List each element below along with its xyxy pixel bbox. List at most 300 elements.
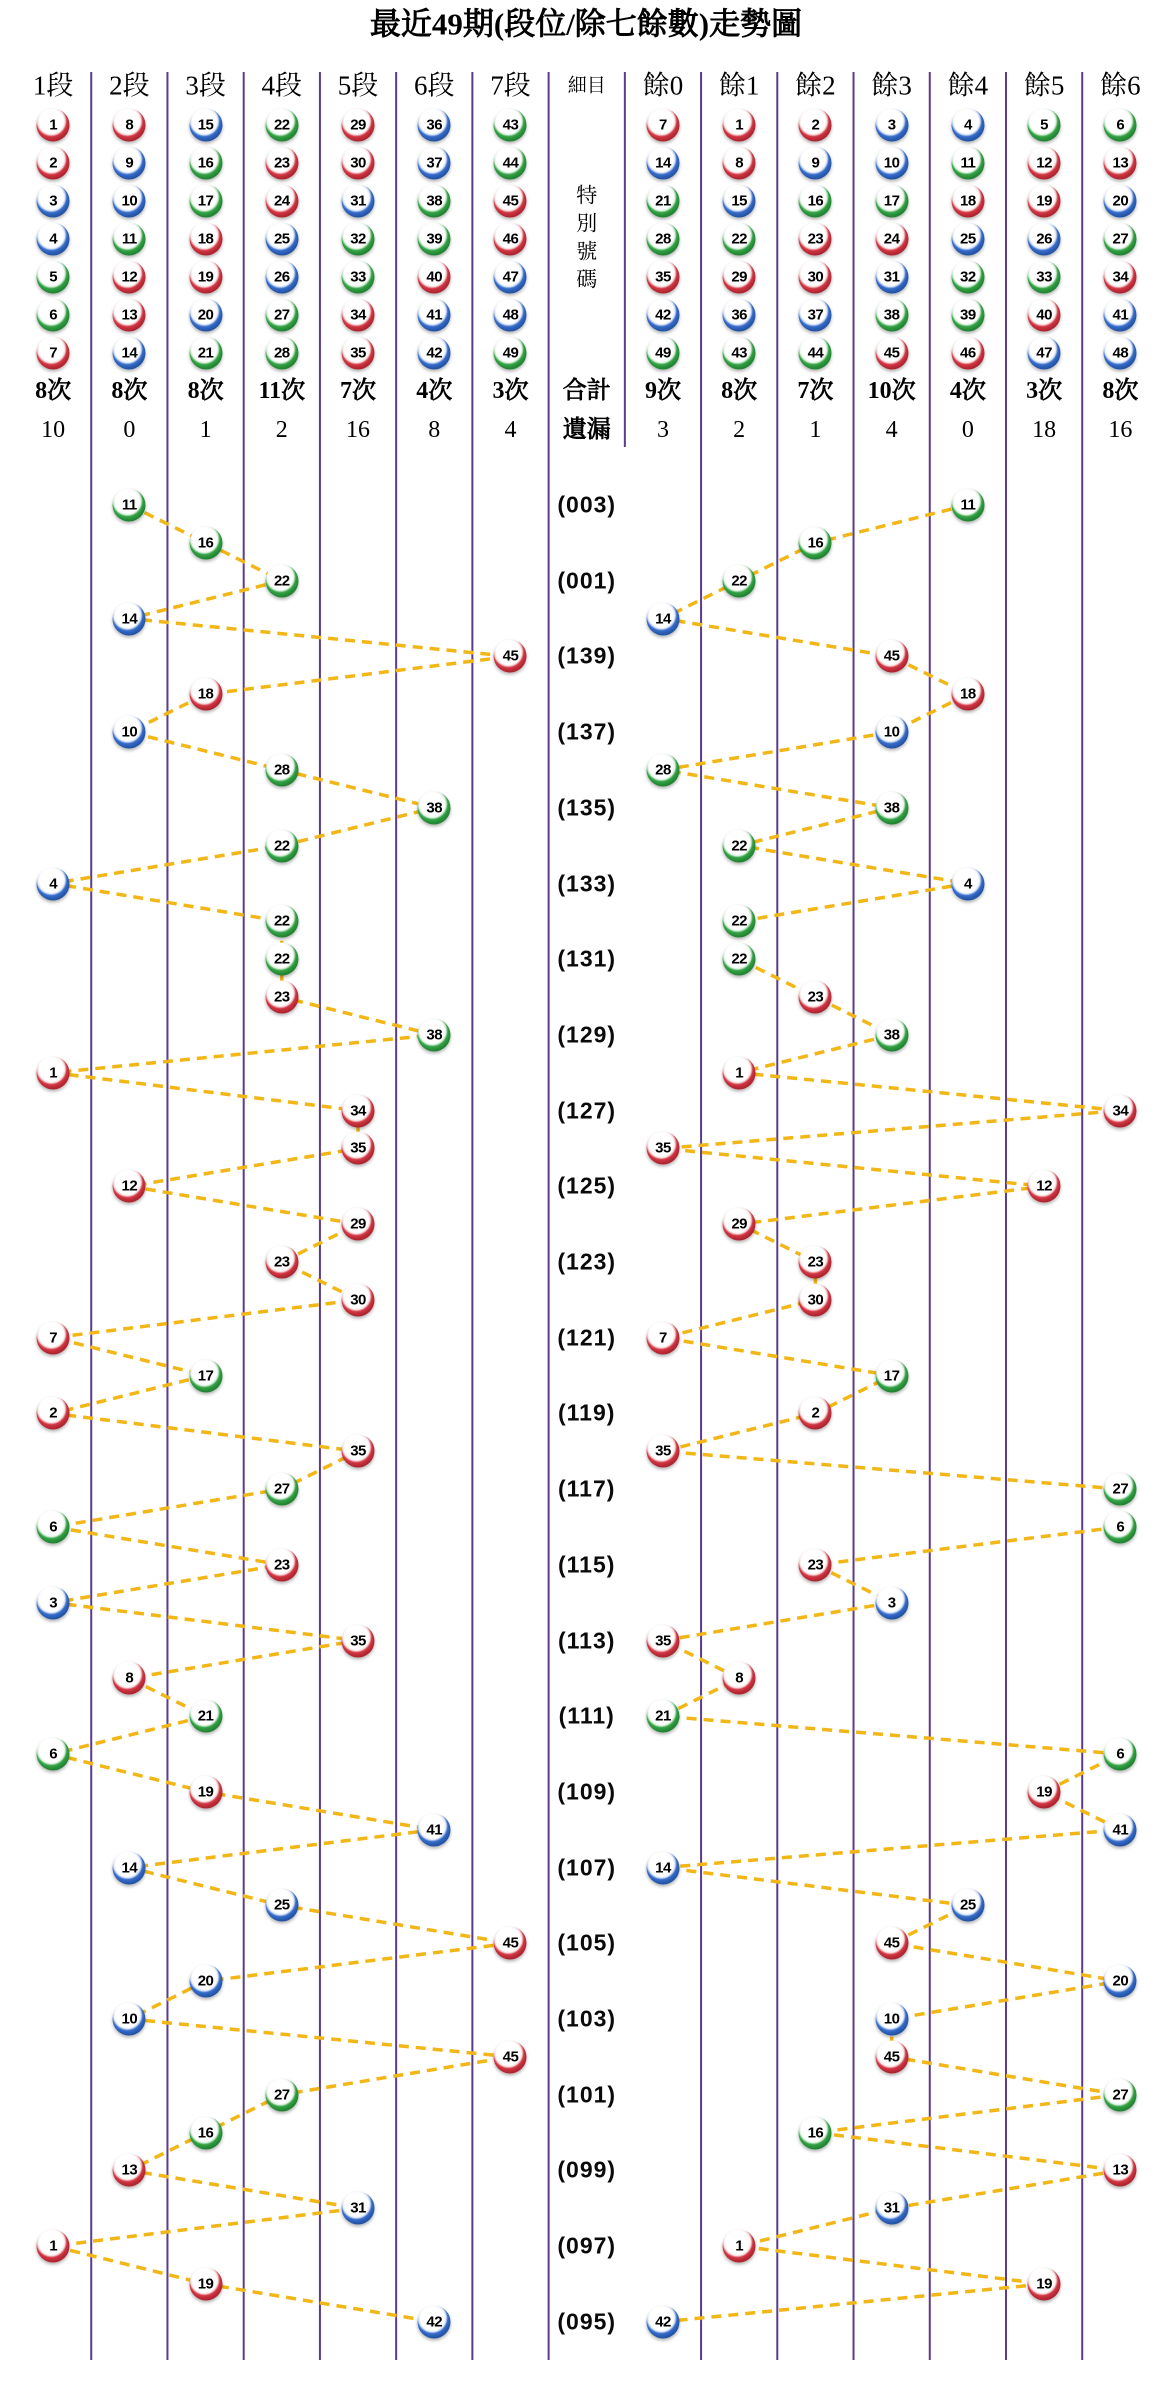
chart-ball-mod [951,678,984,711]
ball-number: 1 [49,1064,58,1082]
grid-ball-seg [37,147,70,180]
ball-number: 26 [273,268,290,286]
ball-number: 10 [883,2010,900,2028]
miss-mod: 1 [809,417,822,443]
grid-ball-mod [799,185,832,218]
total-seg: 7次 [340,378,377,404]
grid-ball-mod [951,147,984,180]
chart-ball-seg [189,2116,222,2149]
total-seg: 8次 [35,378,72,404]
ball-number: 22 [273,572,290,590]
ball-number: 35 [655,1632,671,1649]
grid-ball-mod [875,109,908,142]
ball-number: 4 [49,875,58,892]
chart-ball-mod [723,1662,756,1695]
ball-number: 12 [121,268,138,286]
chart-ball-mod [646,1321,679,1354]
ball-number: 39 [426,230,443,248]
miss-mod: 3 [656,417,669,443]
ball-number: 6 [49,1745,58,1763]
grid-ball-seg [113,299,146,332]
grid-ball-mod [1104,337,1137,370]
ball-number: 45 [883,344,900,362]
grid-ball-mod [1028,299,1061,332]
chart-ball-seg [342,2192,375,2225]
ball-number: 35 [655,1442,671,1460]
chart-ball-mod [1104,1813,1137,1846]
grid-ball-mod [1104,299,1137,332]
period-label: (131) [557,945,617,972]
ball-number: 35 [350,344,366,362]
ball-number: 10 [883,154,900,172]
chart-ball-mod [1028,1170,1061,1203]
ball-number: 22 [731,230,748,248]
grid-ball-seg [189,261,222,294]
miss-seg: 0 [123,417,136,443]
ball-number: 27 [1112,2086,1129,2104]
ball-number: 38 [883,799,900,817]
grid-ball-mod [875,147,908,180]
ball-number: 25 [960,1896,976,1914]
chart-ball-mod [875,716,908,749]
grid-ball-seg [37,299,70,332]
ball-number: 7 [49,344,58,362]
chart-ball-seg [113,489,146,522]
header-mod-0: 餘0 [642,70,684,101]
chart-ball-seg [265,1889,298,1922]
miss-mod: 2 [733,417,746,443]
ball-number: 20 [197,1972,214,1990]
ball-number: 49 [502,344,519,362]
chart-ball-mod [951,1889,984,1922]
chart-ball-seg [113,2003,146,2036]
ball-number: 14 [121,1859,138,1877]
chart-ball-seg [37,1397,70,1430]
grid-ball-mod [646,223,679,256]
grid-ball-mod [1028,109,1061,142]
grid-ball-seg [494,109,527,142]
ball-number: 15 [197,116,214,134]
chart-ball-mod [875,1359,908,1392]
period-label: (107) [557,1854,617,1881]
chart-ball-mod [646,1435,679,1468]
chart-ball-seg [37,1738,70,1771]
ball-number: 31 [883,268,900,286]
ball-number: 37 [426,154,443,172]
grid-ball-seg [113,185,146,218]
chart-ball-mod [646,1132,679,1165]
period-label: (111) [558,1702,615,1729]
ball-number: 23 [273,988,290,1006]
ball-number: 38 [883,1026,900,1044]
ball-number: 29 [350,1215,366,1233]
ball-number: 18 [197,685,214,703]
period-label: (121) [557,1324,617,1351]
chart-ball-mod [723,829,756,862]
ball-number: 44 [502,154,519,172]
ball-number: 43 [731,344,748,362]
ball-number: 42 [655,2313,671,2331]
period-label: (115) [558,1551,616,1578]
chart-ball-seg [265,2078,298,2111]
period-label: (097) [557,2232,617,2259]
chart-ball-mod [951,489,984,522]
grid-ball-seg [265,147,298,180]
chart-ball-mod [1104,1965,1137,1998]
ball-number: 30 [807,1291,824,1309]
ball-number: 6 [1116,116,1125,134]
chart-ball-mod [1104,1473,1137,1506]
ball-number: 45 [502,2048,519,2066]
ball-number: 5 [49,268,58,286]
miss-label: 遺漏 [562,417,611,443]
chart-ball-mod [875,2192,908,2225]
ball-number: 33 [1036,268,1052,286]
chart-ball-mod [875,2003,908,2036]
header-mod-4: 餘4 [947,70,989,101]
ball-number: 26 [1036,230,1052,248]
ball-number: 41 [426,306,443,324]
period-label: (001) [557,567,617,594]
total-mod: 8次 [721,378,758,404]
grid-ball-mod [1028,185,1061,218]
period-label: (101) [557,2081,617,2108]
period-label: (135) [557,794,617,821]
grid-ball-mod [723,299,756,332]
chart-ball-mod [951,867,984,900]
grid-ball-seg [418,299,451,332]
grid-ball-seg [342,223,375,256]
ball-number: 18 [960,192,976,210]
ball-number: 49 [655,344,671,362]
grid-ball-seg [113,337,146,370]
ball-number: 36 [426,116,443,134]
ball-number: 8 [735,154,744,172]
total-seg: 4次 [416,378,453,404]
ball-number: 3 [49,192,58,210]
chart-ball-mod [646,1700,679,1733]
chart-ball-seg [37,1056,70,1089]
ball-number: 14 [121,610,138,628]
period-label: (125) [557,1172,617,1199]
chart-ball-seg [189,2267,222,2300]
ball-number: 23 [273,1556,290,1574]
ball-number: 16 [197,154,214,172]
ball-number: 10 [121,723,138,741]
chart-ball-mod [799,1548,832,1581]
grid-ball-mod [723,223,756,256]
chart-ball-seg [265,1473,298,1506]
ball-number: 47 [1036,344,1052,362]
miss-seg: 16 [346,417,371,443]
chart-ball-seg [494,1927,527,1960]
ball-number: 3 [49,1594,58,1612]
period-label: (117) [558,1475,616,1502]
chart-ball-seg [37,1321,70,1354]
ball-number: 21 [655,192,671,210]
ball-number: 4 [963,875,972,892]
grid-ball-mod [646,299,679,332]
chart-ball-mod [646,602,679,635]
chart-ball-seg [37,867,70,900]
grid-ball-seg [342,337,375,370]
ball-number: 6 [49,1518,58,1536]
ball-number: 25 [960,230,976,248]
chart-ball-mod [723,1208,756,1241]
ball-number: 35 [350,1442,366,1460]
total-mod: 10次 [867,378,916,404]
grid-ball-seg [418,185,451,218]
total-seg: 8次 [111,378,148,404]
total-mod: 4次 [949,378,986,404]
ball-number: 8 [735,1669,744,1687]
ball-number: 16 [197,2124,214,2142]
ball-number: 31 [350,2199,366,2217]
total-label: 合計 [562,378,611,404]
ball-number: 18 [197,230,214,248]
chart-ball-seg [113,1170,146,1203]
ball-number: 19 [1036,2275,1052,2293]
grid-ball-mod [1104,261,1137,294]
period-label: (099) [557,2156,617,2183]
grid-ball-seg [37,337,70,370]
ball-number: 22 [731,572,748,590]
grid-ball-seg [418,261,451,294]
ball-number: 22 [731,950,748,968]
header-seg-7: 7段 [490,70,531,101]
ball-number: 46 [960,344,976,362]
grid-ball-seg [494,261,527,294]
total-seg: 8次 [187,378,224,404]
grid-ball-mod [875,223,908,256]
header-mod-6: 餘6 [1100,70,1141,101]
ball-number: 42 [426,2313,443,2331]
grid-ball-mod [646,109,679,142]
grid-ball-seg [265,299,298,332]
period-label: (105) [557,1929,617,1956]
miss-seg: 1 [199,417,212,443]
chart-ball-mod [1104,2154,1137,2187]
ball-number: 20 [197,306,214,324]
chart-ball-seg [494,640,527,673]
chart-ball-mod [723,564,756,597]
grid-ball-mod [723,185,756,218]
ball-number: 19 [197,1783,214,1801]
chart-ball-seg [418,791,451,824]
ball-number: 1 [735,116,744,134]
ball-number: 38 [426,192,443,210]
grid-ball-seg [494,185,527,218]
ball-number: 6 [1116,1518,1125,1536]
ball-number: 23 [807,988,824,1006]
miss-mod: 18 [1032,417,1057,443]
ball-number: 28 [655,230,671,248]
grid-ball-mod [1104,147,1137,180]
grid-ball-mod [799,223,832,256]
ball-number: 1 [49,116,58,134]
ball-number: 22 [273,116,290,134]
header-seg-3: 3段 [185,70,226,101]
chart-ball-mod [723,905,756,938]
ball-number: 22 [731,837,748,855]
grid-ball-mod [799,109,832,142]
grid-ball-mod [646,185,679,218]
ball-number: 7 [659,1329,667,1347]
ball-number: 9 [811,154,820,172]
ball-number: 3 [887,116,896,134]
ball-number: 14 [121,344,138,362]
chart-ball-seg [189,1700,222,1733]
ball-number: 27 [273,1480,290,1498]
chart-ball-mod [799,1246,832,1279]
miss-mod: 16 [1108,417,1133,443]
ball-number: 10 [121,192,138,210]
grid-ball-mod [799,147,832,180]
grid-ball-seg [189,223,222,256]
ball-number: 14 [655,610,671,628]
chart-ball-mod [646,1624,679,1657]
chart-ball-seg [418,1813,451,1846]
chart-ball-mod [875,1927,908,1960]
grid-ball-seg [37,261,70,294]
total-mod: 3次 [1026,378,1063,404]
period-label: (095) [557,2308,617,2335]
ball-number: 33 [350,268,366,286]
ball-number: 31 [350,192,366,210]
chart-ball-seg [265,943,298,976]
chart-ball-seg [265,1246,298,1279]
ball-number: 19 [197,268,214,286]
detail-vertical-char: 碼 [576,267,598,292]
grid-ball-seg [342,185,375,218]
page-title: 最近49期(段位/除七餘數)走勢圖 [369,6,803,42]
period-label: (103) [557,2005,617,2032]
chart-ball-seg [342,1208,375,1241]
total-seg: 11次 [258,378,306,404]
chart-ball-seg [265,981,298,1014]
grid-ball-seg [189,109,222,142]
ball-number: 36 [731,306,748,324]
ball-number: 22 [273,837,290,855]
grid-ball-mod [646,337,679,370]
ball-number: 35 [350,1139,366,1157]
ball-number: 42 [426,344,443,362]
grid-ball-seg [265,223,298,256]
ball-number: 37 [807,306,824,324]
grid-ball-mod [951,299,984,332]
grid-ball-seg [265,185,298,218]
ball-number: 42 [655,306,671,324]
header-mod-2: 餘2 [795,70,836,101]
grid-ball-seg [113,147,146,180]
ball-number: 25 [273,230,290,248]
ball-number: 41 [426,1821,443,1839]
ball-number: 8 [125,116,134,134]
grid-ball-mod [875,261,908,294]
ball-number: 7 [659,116,667,134]
ball-number: 41 [1112,1821,1129,1839]
ball-number: 24 [273,192,290,210]
ball-number: 46 [502,230,519,248]
total-seg: 3次 [492,378,529,404]
ball-number: 38 [883,306,900,324]
ball-number: 6 [49,306,58,324]
header-seg-1: 1段 [32,70,74,101]
ball-number: 23 [807,1253,824,1271]
chart-ball-mod [1104,1094,1137,1127]
chart-ball-seg [418,1018,451,1051]
ball-number: 29 [731,1215,748,1233]
ball-number: 34 [1112,1102,1129,1120]
ball-number: 39 [960,306,976,324]
ball-number: 41 [1112,306,1129,324]
grid-ball-seg [189,185,222,218]
grid-ball-mod [875,337,908,370]
period-label: (113) [558,1627,616,1653]
ball-number: 5 [1040,116,1049,134]
grid-ball-mod [875,299,908,332]
chart-ball-seg [265,1548,298,1581]
ball-number: 23 [273,154,290,172]
ball-number: 40 [1036,306,1052,324]
grid-ball-seg [189,147,222,180]
ball-number: 20 [1112,1972,1129,1990]
chart-ball-mod [799,1397,832,1430]
ball-number: 14 [655,154,671,172]
grid-ball-mod [951,223,984,256]
grid-ball-mod [799,261,832,294]
chart-ball-seg [37,2230,70,2263]
ball-number: 43 [502,116,519,134]
ball-number: 11 [121,496,137,514]
ball-number: 48 [1112,344,1129,362]
ball-number: 31 [883,2199,900,2217]
chart-ball-seg [113,1851,146,1884]
grid-ball-seg [113,109,146,142]
chart-ball-mod [1104,2078,1137,2111]
ball-number: 12 [1036,1177,1052,1195]
ball-number: 34 [1112,268,1129,286]
ball-number: 12 [121,1177,138,1195]
ball-number: 30 [350,1291,366,1309]
grid-ball-seg [342,261,375,294]
chart-ball-mod [799,981,832,1014]
grid-ball-mod [951,337,984,370]
ball-number: 34 [350,1102,366,1120]
chart-ball-mod [1028,2267,1061,2300]
grid-ball-seg [265,109,298,142]
header-mod-1: 餘1 [718,70,760,101]
ball-number: 28 [273,344,290,362]
ball-number: 28 [273,761,290,779]
chart-ball-seg [189,1965,222,1998]
chart-ball-mod [1028,1775,1061,1808]
ball-number: 25 [273,1896,290,1914]
ball-number: 18 [960,685,976,703]
total-mod: 8次 [1102,378,1139,404]
chart-ball-mod [723,2230,756,2263]
ball-number: 13 [1112,154,1129,172]
grid-ball-seg [494,337,527,370]
ball-number: 38 [426,1026,443,1044]
chart-ball-seg [37,1586,70,1619]
ball-number: 30 [350,154,366,172]
miss-mod: 0 [961,417,974,443]
chart-ball-mod [1104,1510,1137,1543]
ball-number: 16 [807,2124,824,2142]
chart-ball-seg [113,1662,146,1695]
ball-number: 3 [887,1594,896,1612]
